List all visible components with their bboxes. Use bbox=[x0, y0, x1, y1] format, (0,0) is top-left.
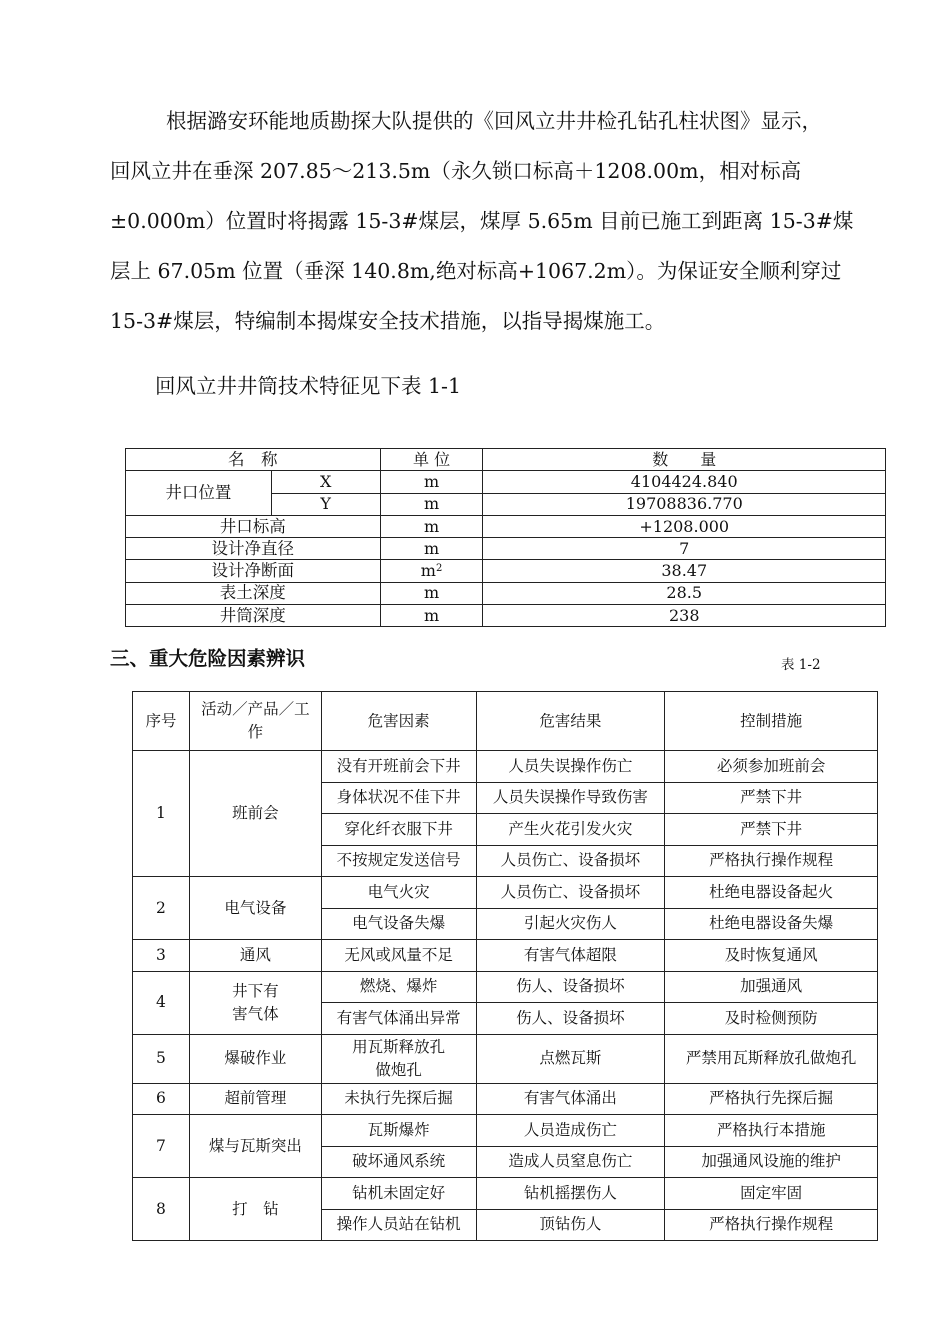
paragraph-line bbox=[110, 96, 870, 146]
control-cell: 杜绝电器设备失爆 bbox=[665, 908, 878, 940]
no-cell: 7 bbox=[133, 1115, 190, 1178]
factor-cell: 没有开班前会下井 bbox=[321, 751, 476, 783]
name-cell: 设计净直径 bbox=[126, 538, 381, 560]
header-result: 危害结果 bbox=[476, 692, 665, 751]
hazard-table bbox=[132, 691, 878, 1241]
table-row bbox=[133, 1178, 878, 1210]
shaft-feature-table bbox=[125, 448, 886, 627]
control-cell: 必须参加班前会 bbox=[665, 751, 878, 783]
table-header-row bbox=[133, 692, 878, 751]
header-activity: 活动／产品／工作 bbox=[189, 692, 321, 751]
factor-cell: 无风或风量不足 bbox=[321, 940, 476, 972]
result-cell: 人员失误操作伤亡 bbox=[476, 751, 665, 783]
activity-cell bbox=[189, 971, 321, 1034]
result-cell: 人员伤亡、设备损坏 bbox=[476, 877, 665, 909]
unit-cell: m bbox=[380, 605, 483, 627]
value-cell: 7 bbox=[483, 538, 886, 560]
header-name: 名 称 bbox=[126, 449, 381, 471]
unit-superscript: 2 bbox=[435, 563, 443, 575]
factor-cell: 钻机未固定好 bbox=[321, 1178, 476, 1210]
header-no: 序号 bbox=[133, 692, 190, 751]
factor-cell: 瓦斯爆炸 bbox=[321, 1115, 476, 1147]
name-cell: 设计净断面 bbox=[126, 560, 381, 582]
result-cell: 人员失误操作导致伤害 bbox=[476, 782, 665, 814]
table-row bbox=[133, 1034, 878, 1083]
coord-label: Y bbox=[271, 493, 380, 515]
control-cell: 严禁下井 bbox=[665, 782, 878, 814]
table-intro: 回风立井井筒技术特征见下表 1-1 bbox=[155, 374, 462, 398]
table-row bbox=[126, 538, 886, 560]
section-heading: 三、重大危险因素辨识 bbox=[110, 647, 306, 670]
factor-cell: 未执行先探后掘 bbox=[321, 1083, 476, 1115]
paragraph-line: 回风立井在垂深 207.85～213.5m（永久锁口标高＋1208.00m，相对标高 bbox=[110, 159, 802, 183]
table-row bbox=[133, 877, 878, 909]
control-cell: 固定牢固 bbox=[665, 1178, 878, 1210]
table-header-row bbox=[126, 449, 886, 471]
factor-cell: 不按规定发送信号 bbox=[321, 845, 476, 877]
control-cell: 及时检侧预防 bbox=[665, 1003, 878, 1035]
no-cell: 3 bbox=[133, 940, 190, 972]
header-control: 控制措施 bbox=[665, 692, 878, 751]
table-row bbox=[133, 971, 878, 1003]
activity-line: 害气体 bbox=[232, 1004, 279, 1023]
control-cell: 严格执行先探后掘 bbox=[665, 1083, 878, 1115]
wellhead-label: 井口位置 bbox=[126, 471, 272, 516]
result-cell: 产生火花引发火灾 bbox=[476, 814, 665, 846]
table-row bbox=[126, 515, 886, 537]
no-cell: 2 bbox=[133, 877, 190, 940]
table-row bbox=[126, 582, 886, 604]
unit-cell bbox=[380, 560, 483, 582]
table-row bbox=[126, 471, 886, 493]
factor-cell bbox=[321, 1034, 476, 1083]
result-cell: 伤人、设备损坏 bbox=[476, 971, 665, 1003]
result-cell: 人员伤亡、设备损坏 bbox=[476, 845, 665, 877]
value-cell: 38.47 bbox=[483, 560, 886, 582]
unit-cell: m bbox=[380, 515, 483, 537]
table-row bbox=[133, 1115, 878, 1147]
no-cell: 6 bbox=[133, 1083, 190, 1115]
result-cell: 点燃瓦斯 bbox=[476, 1034, 665, 1083]
result-cell: 引起火灾伤人 bbox=[476, 908, 665, 940]
no-cell: 8 bbox=[133, 1178, 190, 1241]
unit-cell: m bbox=[380, 471, 483, 493]
control-cell: 严格执行本措施 bbox=[665, 1115, 878, 1147]
paragraph-line: 15-3#煤层，特编制本揭煤安全技术措施，以指导揭煤施工。 bbox=[110, 309, 666, 333]
result-cell: 顶钻伤人 bbox=[476, 1209, 665, 1241]
result-cell: 有害气体涌出 bbox=[476, 1083, 665, 1115]
coord-label: X bbox=[271, 471, 380, 493]
name-cell: 表土深度 bbox=[126, 582, 381, 604]
factor-cell: 燃烧、爆炸 bbox=[321, 971, 476, 1003]
name-cell: 井口标高 bbox=[126, 515, 381, 537]
factor-cell: 操作人员站在钻机 bbox=[321, 1209, 476, 1241]
control-cell: 杜绝电器设备起火 bbox=[665, 877, 878, 909]
value-cell: 4104424.840 bbox=[483, 471, 886, 493]
control-cell: 严禁下井 bbox=[665, 814, 878, 846]
header-unit: 单 位 bbox=[380, 449, 483, 471]
activity-cell: 通风 bbox=[189, 940, 321, 972]
header-value: 数 量 bbox=[483, 449, 886, 471]
table-row bbox=[126, 560, 886, 582]
unit-cell: m bbox=[380, 582, 483, 604]
activity-cell: 电气设备 bbox=[189, 877, 321, 940]
result-cell: 造成人员窒息伤亡 bbox=[476, 1146, 665, 1178]
paragraph-line: ±0.000m）位置时将揭露 15-3#煤层，煤厚 5.65m 目前已施工到距离 15-3#煤 bbox=[110, 209, 854, 233]
result-cell: 人员造成伤亡 bbox=[476, 1115, 665, 1147]
activity-cell: 超前管理 bbox=[189, 1083, 321, 1115]
factor-cell: 有害气体涌出异常 bbox=[321, 1003, 476, 1035]
activity-line: 井下有 bbox=[232, 981, 279, 1000]
factor-cell: 电气火灾 bbox=[321, 877, 476, 909]
value-cell: 238 bbox=[483, 605, 886, 627]
activity-cell: 打 钻 bbox=[189, 1178, 321, 1241]
unit-cell: m bbox=[380, 493, 483, 515]
header-factor: 危害因素 bbox=[321, 692, 476, 751]
control-cell: 加强通风 bbox=[665, 971, 878, 1003]
no-cell: 5 bbox=[133, 1034, 190, 1083]
name-cell: 井筒深度 bbox=[126, 605, 381, 627]
result-cell: 钻机摇摆伤人 bbox=[476, 1178, 665, 1210]
factor-line: 用瓦斯释放孔 bbox=[352, 1037, 446, 1056]
body-paragraph bbox=[110, 96, 870, 346]
paragraph-line: 层上 67.05m 位置（垂深 140.8m,绝对标高+1067.2m）。为保证安全顺利穿过 bbox=[110, 259, 842, 283]
control-cell: 严禁用瓦斯释放孔做炮孔 bbox=[665, 1034, 878, 1083]
activity-cell: 班前会 bbox=[189, 751, 321, 877]
value-cell: 28.5 bbox=[483, 582, 886, 604]
no-cell: 1 bbox=[133, 751, 190, 877]
control-cell: 及时恢复通风 bbox=[665, 940, 878, 972]
result-cell: 有害气体超限 bbox=[476, 940, 665, 972]
factor-cell: 破坏通风系统 bbox=[321, 1146, 476, 1178]
factor-cell: 电气设备失爆 bbox=[321, 908, 476, 940]
factor-cell: 身体状况不佳下井 bbox=[321, 782, 476, 814]
table-row bbox=[133, 940, 878, 972]
control-cell: 加强通风设施的维护 bbox=[665, 1146, 878, 1178]
value-cell: 19708836.770 bbox=[483, 493, 886, 515]
activity-cell: 爆破作业 bbox=[189, 1034, 321, 1083]
control-cell: 严格执行操作规程 bbox=[665, 1209, 878, 1241]
paragraph-line-text: 根据潞安环能地质勘探大队提供的《回风立井井检孔钻孔柱状图》显示， bbox=[166, 109, 822, 133]
activity-cell: 煤与瓦斯突出 bbox=[189, 1115, 321, 1178]
table-row bbox=[133, 1083, 878, 1115]
value-cell: +1208.000 bbox=[483, 515, 886, 537]
no-cell: 4 bbox=[133, 971, 190, 1034]
table-number-note: 表 1-2 bbox=[781, 657, 821, 673]
table-row bbox=[126, 605, 886, 627]
unit-cell: m bbox=[380, 538, 483, 560]
control-cell: 严格执行操作规程 bbox=[665, 845, 878, 877]
factor-line: 做炮孔 bbox=[375, 1060, 422, 1079]
result-cell: 伤人、设备损坏 bbox=[476, 1003, 665, 1035]
table-row bbox=[133, 751, 878, 783]
factor-cell: 穿化纤衣服下井 bbox=[321, 814, 476, 846]
unit-text: m bbox=[420, 561, 436, 581]
